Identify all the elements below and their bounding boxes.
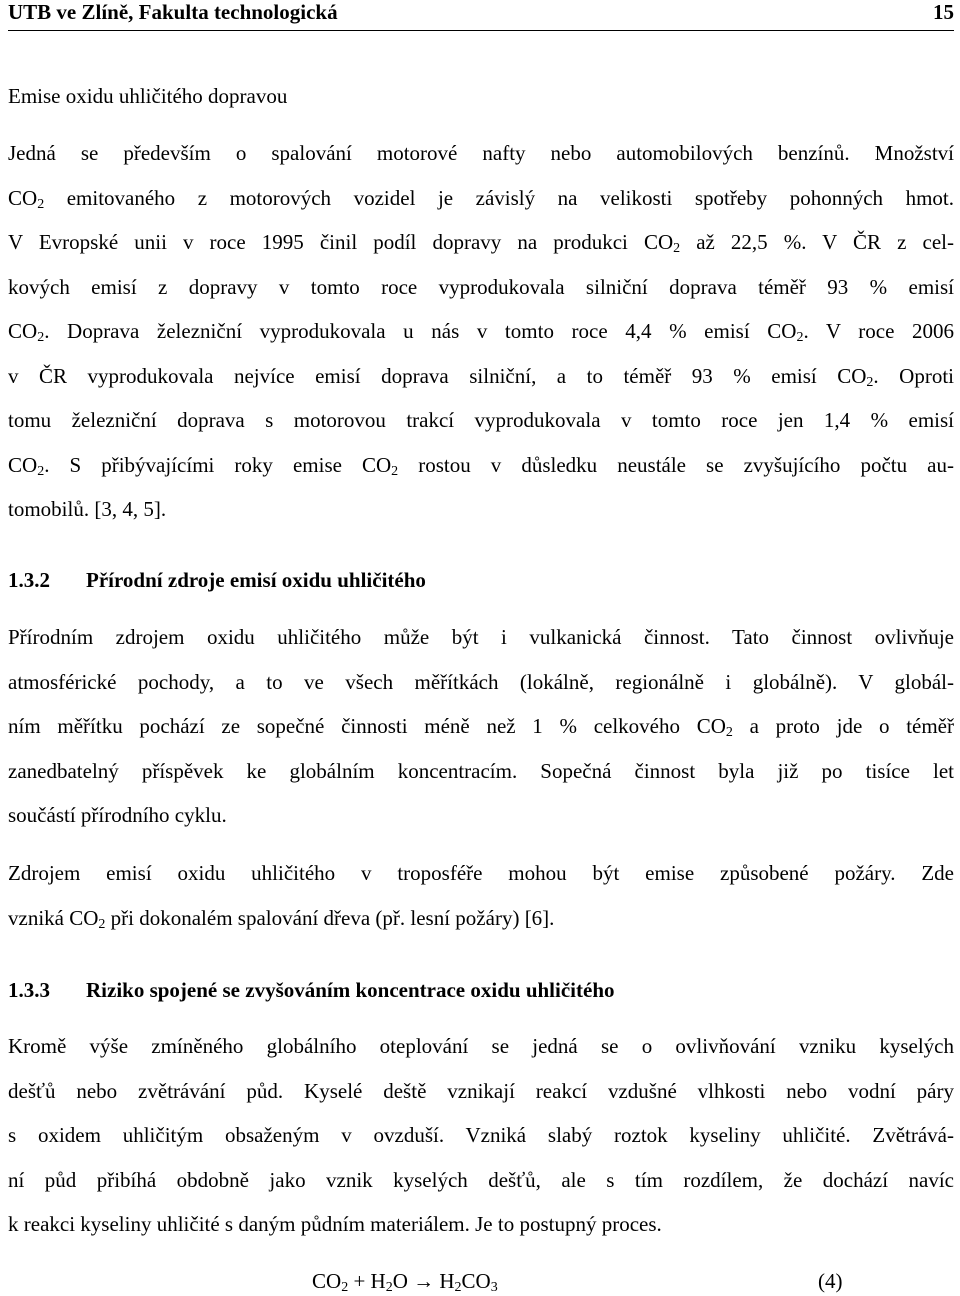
section-number: 1.3.3 (8, 978, 50, 1002)
text-line: v ČR vyprodukovala nejvíce emisí doprava silniční, a to téměř 93 % emisí $CO_2$. Oproti (8, 363, 954, 390)
text-line: ním měřítku pochází ze sopečné činnosti méně než 1 % celkového $CO_2$ a proto jde o téměř (8, 714, 954, 740)
text-line: $CO_2$ emitovaného z motorových vozidel je závislý na velikosti spotřeby pohonných hmot. (8, 185, 954, 212)
text-line: tomu železniční doprava s motorovou trakcí vyprodukovala v tomto roce jen 1,4 % emisí (8, 408, 954, 432)
text-line: ní půd přibíhá obdobně jako vznik kyselých dešťů, ale s tím rozdílem, že dochází navíc (8, 1167, 954, 1192)
paragraph-title (8, 74, 954, 119)
chemical-equation: $CO_2 + H_2O \to H_2CO_3$ (312, 1269, 498, 1295)
section-heading-1-3-2 (8, 568, 426, 592)
paragraph-transport (8, 131, 954, 532)
text-line: $CO_2$. Doprava železniční vyprodukovala u nás v tomto roce 4,4 % emisí $CO_2$. V roce 2006 (8, 319, 954, 345)
page-number: 15 (933, 0, 954, 24)
section-title: Přírodní zdroje emisí oxidu uhličitého (86, 568, 426, 592)
paragraph-natural-sources (8, 615, 954, 838)
paragraph-risks (8, 1024, 954, 1247)
equation-number: (4) (818, 1269, 843, 1293)
equation-4 (0, 1268, 960, 1296)
text-line: atmosférické pochody, a to ve všech měřítkách (lokálně, regionálně i globálně). V globál- (8, 669, 954, 694)
text-line: Emise oxidu uhličitého dopravou (8, 84, 288, 108)
header-title: UTB ve Zlíně, Fakulta technologická (8, 0, 338, 24)
text-line: zanedbatelný příspěvek ke globálním koncentracím. Sopečná činnost byla již po tisíce let (8, 758, 954, 783)
text-line: dešťů nebo zvětrávání půd. Kyselé deště vznikají reakcí vzdušné vlhkosti nebo vodní páry (8, 1078, 954, 1103)
section-number: 1.3.2 (8, 568, 50, 592)
text-line: kových emisí z dopravy v tomto roce vyprodukovala silniční doprava téměř 93 % emisí (8, 274, 954, 299)
text-line: V Evropské unii v roce 1995 činil podíl dopravy na produkci $CO_2$ až 22,5 %. V ČR z cel- (8, 230, 954, 256)
text-line: vzniká $CO_2$ při dokonalém spalování dřeva (př. lesní požáry) [6]. (8, 905, 555, 932)
text-line: $CO_2$. S přibývajícími roky emise $CO_2$ rostou v důsledku neustále se zvyšujícího počtu au- (8, 452, 954, 479)
text-line: tomobilů. [3, 4, 5]. (8, 497, 167, 521)
text-line: Zdrojem emisí oxidu uhličitého v troposféře mohou být emise způsobené požáry. Zde (8, 861, 954, 885)
text-line: k reakci kyseliny uhličité s daným půdním materiálem. Je to postupný proces. (8, 1212, 662, 1236)
section-title: Riziko spojené se zvyšováním koncentrace oxidu uhličitého (86, 978, 615, 1002)
text-line: Přírodním zdrojem oxidu uhličitého může být i vulkanická činnost. Tato činnost ovlivňuje (8, 625, 954, 649)
text-line: Jedná se především o spalování motorové nafty nebo automobilových benzínů. Množství (8, 141, 954, 165)
text-line: Kromě výše zmíněného globálního oteplování se jedná se o ovlivňování vzniku kyselých (8, 1034, 954, 1058)
page-header (8, 0, 954, 31)
text-line: součástí přírodního cyklu. (8, 803, 227, 827)
section-heading-1-3-3 (8, 978, 615, 1002)
text-line: s oxidem uhličitým obsaženým v ovzduší. Vzniká slabý roztok kyseliny uhličité. Zvětrává- (8, 1123, 954, 1147)
paragraph-fires (8, 851, 954, 940)
